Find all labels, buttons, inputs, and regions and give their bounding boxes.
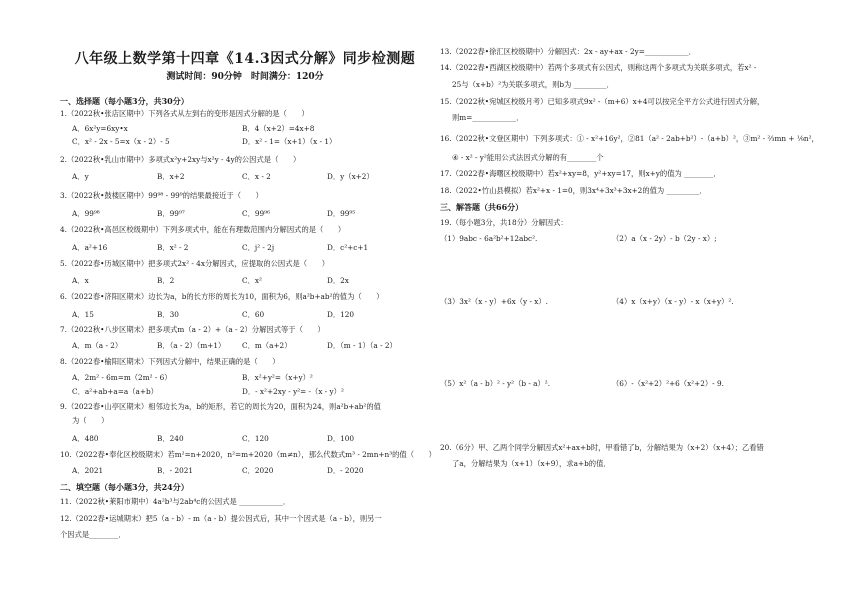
question-9-stem: 9.（2022春•山亭区期末）相邻边长为a，b的矩形，若它的周长为20，面积为24，则a²b+ab²的值: [60, 402, 381, 411]
option-b: B．240: [157, 434, 184, 443]
option-d: D．2x: [327, 276, 349, 285]
test-info: 测试时间：90分钟 时间满分：120分: [166, 72, 324, 82]
question-16-line-2: ④ - x² - y²能用公式法因式分解的有________个: [452, 153, 604, 162]
option-d: D．120: [327, 310, 355, 319]
option-c: C．x²: [242, 276, 262, 285]
option-a: A．99⁹⁸: [72, 209, 100, 218]
option-d: D．（m - 1）（a - 2）: [327, 341, 397, 350]
question-14-line-1: 14.（2022春•西湖区校级期中）若两个多项式有公因式，则称这两个多项式为关联多项式，若x² -: [440, 63, 757, 72]
question-12-line-1: 12.（2022春•运城期末）把5（a - b）- m（a - b）提公因式后，其中一个因式是（a - b），则另一: [60, 514, 382, 523]
option-c: C．j² - 2j: [242, 243, 275, 252]
option-c: C．x² - 2x - 5=x（x - 2）- 5: [72, 137, 170, 146]
question-19-part-1: （1）9abc - 6a²b²+12abc².: [440, 234, 538, 243]
option-b: B．（a - 2）（m+1）: [157, 341, 226, 350]
question-19-part-6: （6）-（x²+2）²+6（x²+2）- 9.: [612, 379, 724, 388]
question-14-line-2: 25与（x+b）²为关联多项式，则b为 _________．: [452, 80, 614, 89]
option-d: D．x² - 1=（x+1）（x - 1）: [242, 137, 337, 146]
option-c: C．99⁹⁶: [242, 209, 271, 218]
option-b: B．x² - 2: [157, 243, 189, 252]
question-18: 18.（2022•竹山县模拟）若x²+x - 1=0，则3x⁴+3x³+3x+2的值为 _________．: [440, 186, 707, 195]
question-9-stem-cont: 为（ ）: [72, 416, 109, 425]
question-11: 11.（2022秋•莱阳市期中）4a²b³与2ab⁴c的公因式是 ____________．: [60, 497, 291, 506]
option-b: B．- 2021: [157, 466, 194, 475]
option-a: A．15: [72, 310, 94, 319]
option-d: D．c²+c+1: [327, 243, 369, 252]
option-c: C．a²+ab+a=a（a+b）: [72, 387, 158, 396]
section-heading-choice: 一、选择题（每小题3分，共30分）: [60, 96, 189, 106]
option-b: B．x+2: [157, 172, 185, 181]
option-c: C．60: [242, 310, 265, 319]
question-12-line-2: 个因式是________．: [60, 530, 126, 539]
question-10-stem: 10.（2022春•奉化区校级期末）若m²=n+2020，n²=m+2020（m≠n），那么代数式m³ - 2mn+n³的值（ ）: [60, 450, 436, 459]
option-c: C．m（a+2）: [242, 341, 292, 350]
option-d: D．100: [327, 434, 355, 443]
question-19-part-4: （4）x（x+y）（x - y）- x（x+y）².: [612, 297, 734, 306]
option-a: A．480: [72, 434, 99, 443]
option-b: B．99⁹⁷: [157, 209, 185, 218]
option-a: A．2021: [72, 466, 104, 475]
option-b: B．x²+y²=（x+y）²: [242, 373, 313, 382]
section-heading-answer: 三、解答题（共66分）: [440, 202, 524, 212]
option-b: B．2: [157, 276, 175, 285]
question-6-stem: 6.（2022春•济阳区期末）边长为a，b的长方形的周长为10，面积为6，则a²b+ab²的值为（ ）: [60, 292, 384, 301]
question-3-stem: 3.（2022秋•鼓楼区期中）99⁹⁸ - 99⁹的结果最接近于（ ）: [60, 191, 263, 200]
question-17: 17.（2022春•海曙区校级期中）若x²+xy=8，y²+xy=17，则x+y的值为 ________．: [440, 169, 721, 178]
question-19-part-2: （2）a（x - 2y）- b（2y - x）;: [612, 234, 717, 243]
option-b: B．30: [157, 310, 179, 319]
question-8-stem: 8.（2022春•榆阳区期末）下列因式分解中，结果正确的是（ ）: [60, 357, 280, 366]
question-2-stem: 2.（2022秋•乳山市期中）多项式x²y+2xy与x²y - 4y的公因式是（ ）: [60, 155, 301, 164]
question-20-line-1: 20.（6分）甲、乙两个同学分解因式x²+ax+b时，甲看错了b，分解结果为（x+2）（x+4）；乙看错: [440, 443, 764, 452]
question-19: 19.（每小题3分，共18分）分解因式：: [440, 218, 568, 227]
question-4-stem: 4.（2022秋•高邑区校级期中）下列多项式中，能在有理数范围内分解因式的是（ ）: [60, 225, 346, 234]
option-c: C．2020: [242, 466, 274, 475]
option-a: A．x: [72, 276, 89, 285]
option-a: A．6x²y=6xy•x: [72, 124, 128, 133]
question-19-part-5: （5）x²（a - b）² - y²（b - a）².: [440, 379, 551, 388]
option-d: D．- 2020: [327, 466, 364, 475]
question-13: 13.（2022春•徐汇区校级期中）分解因式：2x - ay+ax - 2y=____________．: [440, 47, 696, 56]
option-b: B．4（x+2）=4x+8: [242, 124, 315, 133]
option-a: A．2m² - 6m=m（2m² - 6）: [72, 373, 172, 382]
question-5-stem: 5.（2022春•历城区期中）把多项式2x² - 4x分解因式，应提取的公因式是（ ）: [60, 259, 329, 268]
option-c: C．x - 2: [242, 172, 271, 181]
option-d: D．y（x+2）: [327, 172, 374, 181]
option-a: A．y: [72, 172, 89, 181]
question-16-line-1: 16.（2022秋•文登区期中）下列多项式：① - x²+16y²，②81（a² - 2ab+b²）-（a+b）²，③m² - ⅔mn + ⅑n²，: [440, 134, 819, 143]
option-d: D．- x²+2xy - y²= -（x - y）²: [242, 387, 344, 396]
option-a: A．m（a - 2）: [72, 341, 123, 350]
question-19-part-3: （3）3x²（x - y）+6x（y - x）.: [440, 297, 548, 306]
option-c: C．120: [242, 434, 269, 443]
section-heading-fill: 二、填空题（每小题3分，共24分）: [60, 482, 189, 492]
question-7-stem: 7.（2022秋•八步区期末）把多项式m（a - 2）+（a - 2）分解因式等于（ ）: [60, 325, 325, 334]
option-a: A．a²+16: [72, 243, 108, 252]
page-title: 八年级上数学第十四章《14.3因式分解》同步检测题: [74, 51, 416, 67]
question-15-line-2: 则m=____________．: [452, 113, 524, 122]
question-1-stem: 1.（2022秋•张店区期中）下列各式从左到右的变形是因式分解的是（ ）: [60, 109, 309, 118]
question-20-line-2: 了a，分解结果为（x+1）（x+9），求a+b的值．: [452, 459, 611, 468]
question-15-line-1: 15.（2022秋•宛城区校级月考）已知多项式9x² -（m+6）x+4可以按完全平方公式进行因式分解，: [440, 97, 765, 106]
option-d: D．99⁹⁵: [327, 209, 356, 218]
